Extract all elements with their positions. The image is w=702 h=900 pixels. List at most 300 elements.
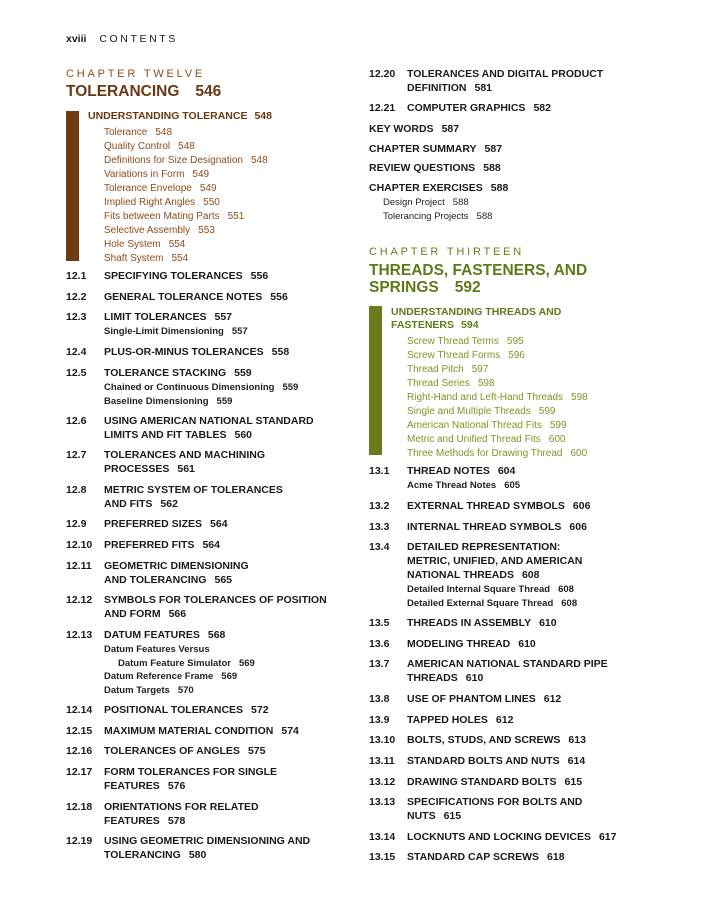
entry-number: 13.6	[369, 638, 390, 650]
sub-item-page: 598	[571, 392, 588, 403]
sub-item	[407, 377, 588, 391]
entry-title-line	[104, 538, 220, 552]
sub-item-text: Right-Hand and Left-Hand Threads	[407, 392, 564, 403]
end-matter-text: CHAPTER SUMMARY	[369, 143, 477, 155]
sub-item-page: 559	[216, 395, 233, 407]
sub-item-page: 599	[549, 420, 567, 431]
sub-item-text: Datum Reference Frame	[104, 671, 214, 683]
end-matter-page: 588	[483, 162, 501, 174]
sub-item	[407, 447, 588, 461]
entry-page: 615	[564, 776, 583, 788]
entry-title-text: THREADS	[407, 672, 458, 684]
entry-page: 575	[247, 745, 266, 757]
sub-item	[407, 597, 582, 611]
entry-title-line	[104, 779, 277, 793]
entry-sublist	[104, 381, 298, 408]
entry-title	[407, 795, 582, 823]
entry-title-line	[104, 724, 299, 738]
chapter-title	[369, 262, 587, 296]
entry-title	[407, 520, 587, 534]
end-matter-text: REVIEW QUESTIONS	[369, 162, 476, 174]
chapter-label: CHAPTER THIRTEEN	[369, 246, 525, 258]
sub-item	[407, 349, 588, 363]
entry-number: 13.13	[369, 796, 396, 808]
sub-item	[104, 238, 268, 252]
sub-item-page: 569	[238, 657, 255, 669]
entry-title-line	[407, 733, 586, 747]
end-matter-page: 587	[484, 143, 503, 155]
sub-item-text: Quality Control	[104, 141, 171, 152]
entry-title-line	[104, 834, 310, 848]
entry-title-text: AND TOLERANCING	[104, 574, 207, 586]
entry-title-text: AMERICAN NATIONAL STANDARD PIPE	[407, 658, 608, 670]
entry-title-text: THREAD NOTES	[407, 465, 490, 477]
entry-title-line	[104, 310, 248, 324]
sub-item	[104, 182, 268, 196]
sub-item-text: Tolerance	[104, 127, 148, 138]
entry-page: 568	[207, 629, 226, 641]
entry-title-line	[407, 809, 582, 823]
sub-item-page: 597	[471, 364, 489, 375]
entry-title-text: AND FORM	[104, 608, 161, 620]
entry-title	[104, 834, 310, 862]
entry-title-line	[104, 573, 249, 587]
entry-number: 12.12	[66, 594, 93, 606]
entry-title-line	[407, 81, 603, 95]
entry-title	[104, 538, 220, 552]
end-matter-text: KEY WORDS	[369, 123, 434, 135]
entry-title	[104, 724, 299, 738]
entry-number: 13.2	[369, 500, 390, 512]
entry-title	[407, 657, 608, 685]
understanding-heading	[88, 110, 272, 123]
entry-number: 12.4	[66, 346, 87, 358]
entry-title	[104, 345, 289, 359]
entry-sublist	[407, 479, 520, 493]
sub-item-page: 605	[504, 480, 521, 491]
sub-item	[407, 391, 588, 405]
entry-title-text: DEFINITION	[407, 82, 467, 94]
sub-item	[104, 168, 268, 182]
entry-title	[104, 559, 249, 587]
entry-title-text: METRIC SYSTEM OF TOLERANCES	[104, 484, 283, 496]
sub-item	[104, 154, 268, 168]
entry-title	[407, 540, 582, 610]
entry-title-line	[104, 290, 288, 304]
entry-page: 606	[572, 500, 591, 512]
sub-item-page: 549	[199, 183, 217, 194]
section-bar	[66, 111, 79, 261]
entry-page: 608	[521, 569, 540, 581]
entry-title	[407, 775, 582, 789]
understanding-title: UNDERSTANDING THREADS AND	[391, 306, 562, 318]
entry-title	[407, 713, 513, 727]
chapter-title-line: THREADS, FASTENERS, AND	[369, 262, 588, 279]
sub-item	[104, 224, 268, 238]
entry-title-text: PREFERRED FITS	[104, 539, 195, 551]
entry-title-line	[407, 713, 513, 727]
entry-title-text: SPECIFYING TOLERANCES	[104, 270, 243, 282]
entry-title	[104, 744, 265, 758]
sub-item-page: 549	[192, 169, 210, 180]
chapter-page: 592	[454, 279, 481, 296]
understanding-list	[104, 126, 268, 266]
sub-item-text: Acme Thread Notes	[407, 480, 497, 491]
chapter-title-text: SPRINGS	[369, 279, 439, 296]
entry-title-line	[407, 499, 590, 513]
entry-title-text: TAPPED HOLES	[407, 714, 488, 726]
entry-title-text: TOLERANCES AND MACHINING	[104, 449, 266, 461]
entry-page: 556	[270, 291, 288, 303]
entry-title-text: MAXIMUM MATERIAL CONDITION	[104, 725, 274, 737]
entry-title	[104, 703, 269, 717]
entry-page: 580	[188, 849, 207, 861]
sub-item-text: Design Project	[383, 197, 445, 208]
page-number: xviii	[66, 33, 87, 45]
end-matter-text: CHAPTER EXERCISES	[369, 182, 483, 194]
entry-page: 610	[518, 638, 536, 650]
sub-item-text: Screw Thread Forms	[407, 350, 501, 361]
entry-title-line	[104, 497, 283, 511]
entry-title	[407, 830, 616, 844]
entry-title-line	[407, 775, 582, 789]
understanding-title-2	[391, 319, 561, 332]
entry-title-line	[104, 448, 265, 462]
entry-number: 12.9	[66, 518, 87, 530]
entry-number: 13.1	[369, 465, 390, 477]
entry-page: 581	[474, 82, 493, 94]
sub-item-page: 554	[171, 253, 189, 264]
sub-item	[104, 196, 268, 210]
entry-page: 559	[234, 367, 252, 379]
entry-title-line	[104, 628, 255, 642]
entry-title-text: SPECIFICATIONS FOR BOLTS AND	[407, 796, 583, 808]
understanding-title: UNDERSTANDING TOLERANCE	[88, 110, 248, 122]
entry-number: 13.4	[369, 541, 390, 553]
sub-item-page: 551	[227, 211, 245, 222]
entry-title	[104, 593, 327, 621]
entry-title-line	[104, 703, 269, 717]
entry-title-line	[407, 671, 608, 685]
sub-item	[104, 395, 298, 409]
sub-item-page: 608	[561, 597, 578, 609]
entry-sublist	[407, 583, 582, 610]
entry-title	[104, 517, 228, 531]
sub-item-page: 548	[250, 155, 268, 166]
entry-number: 12.2	[66, 291, 87, 303]
entry-title-text: AND FITS	[104, 498, 153, 510]
sub-item-page: 557	[231, 326, 248, 337]
chapter-title-line-2	[369, 279, 587, 296]
entry-title	[407, 616, 557, 630]
entry-title	[104, 483, 283, 511]
entry-title-line	[104, 607, 327, 621]
end-matter-page: 588	[490, 182, 509, 194]
sub-item	[104, 670, 255, 684]
entry-number: 12.8	[66, 484, 87, 496]
sub-item-page: 599	[538, 406, 556, 417]
entry-page: 565	[214, 574, 233, 586]
entry-title-text: DRAWING STANDARD BOLTS	[407, 776, 557, 788]
entry-title-text: PROCESSES	[104, 463, 170, 475]
understanding-list	[407, 335, 588, 461]
sub-item	[407, 335, 588, 349]
sub-item-text: Chained or Continuous Dimensioning	[104, 382, 275, 393]
entry-page: 582	[533, 102, 551, 114]
sub-item-text: Datum Targets	[104, 685, 170, 697]
end-matter-page: 587	[441, 123, 460, 135]
entry-sublist	[104, 325, 248, 339]
sub-item-page: 553	[198, 225, 215, 236]
sub-item-text: Tolerancing Projects	[383, 210, 469, 222]
entry-page: 614	[567, 755, 586, 767]
entry-page: 578	[167, 815, 186, 827]
sub-item-page: 596	[508, 350, 525, 361]
entry-number: 12.19	[66, 835, 93, 847]
chapter-label: CHAPTER TWELVE	[66, 68, 206, 80]
entry-title-line	[407, 520, 587, 534]
entry-number: 13.15	[369, 851, 396, 863]
sub-item-page: 595	[506, 336, 524, 347]
entry-title-text: METRIC, UNIFIED, AND AMERICAN	[407, 555, 583, 567]
entry-title	[104, 366, 298, 408]
entry-title-line	[407, 464, 520, 478]
entry-number: 13.12	[369, 776, 396, 788]
entry-page: 610	[465, 672, 484, 684]
entry-title-text: FEATURES	[104, 815, 160, 827]
sub-item-text: Fits between Mating Parts	[104, 211, 220, 222]
entry-title-line	[104, 483, 283, 497]
entry-title-line	[104, 428, 314, 442]
sub-item-text: Detailed Internal Square Thread	[407, 584, 551, 595]
entry-title-line	[104, 462, 265, 476]
sub-item	[104, 684, 255, 698]
entry-title-line	[407, 754, 585, 768]
entry-title	[407, 101, 551, 115]
entry-number: 13.14	[369, 831, 396, 843]
running-head: CONTENTS	[99, 33, 178, 45]
sub-item	[383, 210, 492, 224]
entry-title-text: STANDARD CAP SCREWS	[407, 851, 540, 863]
entry-title-text: TOLERANCES AND DIGITAL PRODUCT	[407, 68, 604, 80]
entry-title-text: BOLTS, STUDS, AND SCREWS	[407, 734, 561, 746]
entry-number: 12.16	[66, 745, 93, 757]
entry-title-text: GEOMETRIC DIMENSIONING	[104, 560, 249, 572]
entry-title-text: SYMBOLS FOR TOLERANCES OF POSITION	[104, 594, 327, 606]
sub-item-text: Datum Feature Simulator	[118, 657, 231, 669]
sub-item-page: 559	[282, 382, 299, 393]
entry-title	[104, 290, 288, 304]
sub-item-page: 548	[178, 141, 195, 152]
entry-title	[407, 850, 565, 864]
entry-title-line	[407, 540, 582, 554]
entry-title-text: DATUM FEATURES	[104, 629, 200, 641]
entry-page: 560	[234, 429, 253, 441]
entry-number: 12.3	[66, 311, 87, 323]
entry-title-line	[407, 830, 616, 844]
entry-title	[407, 637, 536, 651]
entry-page: 615	[443, 810, 462, 822]
entry-page: 606	[569, 521, 587, 533]
entry-title-text: TOLERANCING	[104, 849, 181, 861]
chapter-title-text: TOLERANCING	[66, 83, 180, 100]
entry-title	[407, 692, 561, 706]
sub-item-page: 554	[168, 239, 186, 250]
entry-title-text: TOLERANCE STACKING	[104, 367, 227, 379]
entry-title-line	[104, 800, 259, 814]
entry-page: 610	[539, 617, 557, 629]
entry-title	[104, 628, 255, 698]
entry-title	[104, 448, 265, 476]
entry-number: 12.11	[66, 560, 92, 572]
entry-number: 12.13	[66, 629, 93, 641]
sub-item-text: Thread Pitch	[407, 364, 464, 375]
sub-item-page: 588	[476, 210, 493, 222]
sub-item-text: Definitions for Size Designation	[104, 155, 243, 166]
entry-page: 557	[214, 311, 233, 323]
entry-title-line	[104, 366, 298, 380]
sub-item-page: 570	[177, 685, 194, 697]
sub-item-text: Detailed External Square Thread	[407, 597, 554, 609]
entry-title-text: INTERNAL THREAD SYMBOLS	[407, 521, 562, 533]
entry-title	[104, 310, 248, 339]
sub-item-text: Datum Features Versus	[104, 644, 210, 655]
entry-title-text: GENERAL TOLERANCE NOTES	[104, 291, 263, 303]
entry-title-line	[407, 101, 551, 115]
entry-page: 604	[497, 465, 516, 477]
sub-item-text: Tolerance Envelope	[104, 183, 192, 194]
entry-title-line	[407, 850, 565, 864]
entry-title	[104, 269, 268, 283]
entry-title-text: NUTS	[407, 810, 436, 822]
entry-title-line	[407, 637, 536, 651]
entry-number: 12.7	[66, 449, 87, 461]
entry-title-text: DETAILED REPRESENTATION:	[407, 541, 561, 553]
entry-title-text: TOLERANCES OF ANGLES	[104, 745, 240, 757]
page-header	[66, 33, 178, 45]
entry-title-text: THREADS IN ASSEMBLY	[407, 617, 532, 629]
entry-title-line	[104, 517, 228, 531]
understanding-heading	[391, 306, 561, 332]
entry-page: 574	[281, 725, 299, 737]
entry-title-line	[407, 657, 608, 671]
sub-item-text: Screw Thread Terms	[407, 336, 499, 347]
entry-number: 12.17	[66, 766, 93, 778]
sub-item-page: 608	[558, 584, 574, 595]
entry-number: 13.7	[369, 658, 390, 670]
entry-title-text: FORM TOLERANCES FOR SINGLE	[104, 766, 278, 778]
entry-number: 13.3	[369, 521, 390, 533]
sub-item-text: Metric and Unified Thread Fits	[407, 434, 541, 445]
sub-item-page: 550	[203, 197, 220, 208]
entry-title-text: USING GEOMETRIC DIMENSIONING AND	[104, 835, 311, 847]
sub-item-text: Three Methods for Drawing Thread	[407, 448, 563, 459]
entry-title-text: NATIONAL THREADS	[407, 569, 514, 581]
entry-title-line	[104, 559, 249, 573]
entry-title-text: PLUS-OR-MINUS TOLERANCES	[104, 346, 264, 358]
exercise-sublist	[383, 196, 492, 223]
entry-title	[104, 765, 277, 793]
end-matter-item	[369, 122, 459, 136]
entry-number: 12.15	[66, 725, 93, 737]
entry-title-text: EXTERNAL THREAD SYMBOLS	[407, 500, 565, 512]
chapter-page: 546	[195, 83, 222, 100]
sub-item-page: 600	[570, 448, 588, 459]
entry-title-line	[407, 554, 582, 568]
sub-item-page: 598	[477, 378, 495, 389]
entry-title	[104, 800, 259, 828]
understanding-title-text: FASTENERS	[391, 319, 455, 331]
entry-page: 564	[202, 539, 220, 551]
chapter-title	[66, 83, 221, 100]
sub-item-page: 588	[452, 197, 469, 208]
sub-item-page: 600	[548, 434, 566, 445]
entry-title-text: LIMIT TOLERANCES	[104, 311, 207, 323]
sub-item	[407, 405, 588, 419]
entry-title-line	[104, 345, 289, 359]
sub-item-text: Thread Series	[407, 378, 470, 389]
entry-title-text: USE OF PHANTOM LINES	[407, 693, 536, 705]
entry-title	[104, 414, 314, 442]
entry-title-text: LOCKNUTS AND LOCKING DEVICES	[407, 831, 591, 843]
entry-number: 12.14	[66, 704, 93, 716]
entry-title-line	[104, 414, 314, 428]
sub-item	[104, 210, 268, 224]
entry-number: 12.21	[369, 102, 396, 114]
sub-item-text: Single and Multiple Threads	[407, 406, 531, 417]
entry-page: 612	[495, 714, 514, 726]
entry-number: 12.5	[66, 367, 87, 379]
entry-number: 13.8	[369, 693, 390, 705]
entry-title-text: FEATURES	[104, 780, 160, 792]
end-matter-item	[369, 181, 508, 195]
entry-title-text: COMPUTER GRAPHICS	[407, 102, 526, 114]
sub-item-text: Single-Limit Dimensioning	[104, 326, 224, 337]
entry-title-line	[104, 744, 265, 758]
sub-item	[104, 657, 255, 671]
entry-page: 572	[251, 704, 269, 716]
entry-page: 617	[598, 831, 617, 843]
sub-item-page: 569	[221, 671, 238, 683]
sub-item	[104, 140, 268, 154]
sub-item	[407, 433, 588, 447]
end-matter-item	[369, 142, 502, 156]
entry-title-text: ORIENTATIONS FOR RELATED	[104, 801, 259, 813]
sub-item	[407, 583, 582, 597]
entry-number: 12.10	[66, 539, 93, 551]
entry-title-text: LIMITS AND FIT TABLES	[104, 429, 227, 441]
sub-item-text: Hole System	[104, 239, 161, 250]
entry-page: 618	[547, 851, 565, 863]
understanding-page: 548	[254, 110, 272, 122]
entry-number: 12.1	[66, 270, 87, 282]
entry-title-line	[407, 67, 603, 81]
entry-title	[407, 754, 585, 768]
entry-sublist	[104, 643, 255, 698]
sub-item	[407, 419, 588, 433]
entry-number: 13.9	[369, 714, 390, 726]
entry-number: 12.20	[369, 68, 396, 80]
entry-title-text: POSITIONAL TOLERANCES	[104, 704, 244, 716]
entry-title	[407, 733, 586, 747]
entry-number: 13.11	[369, 755, 395, 767]
sub-item	[104, 252, 268, 266]
entry-title-line	[407, 616, 557, 630]
entry-title	[407, 67, 603, 95]
entry-page: 556	[250, 270, 269, 282]
entry-page: 612	[543, 693, 562, 705]
sub-item-text: American National Thread Fits	[407, 420, 542, 431]
